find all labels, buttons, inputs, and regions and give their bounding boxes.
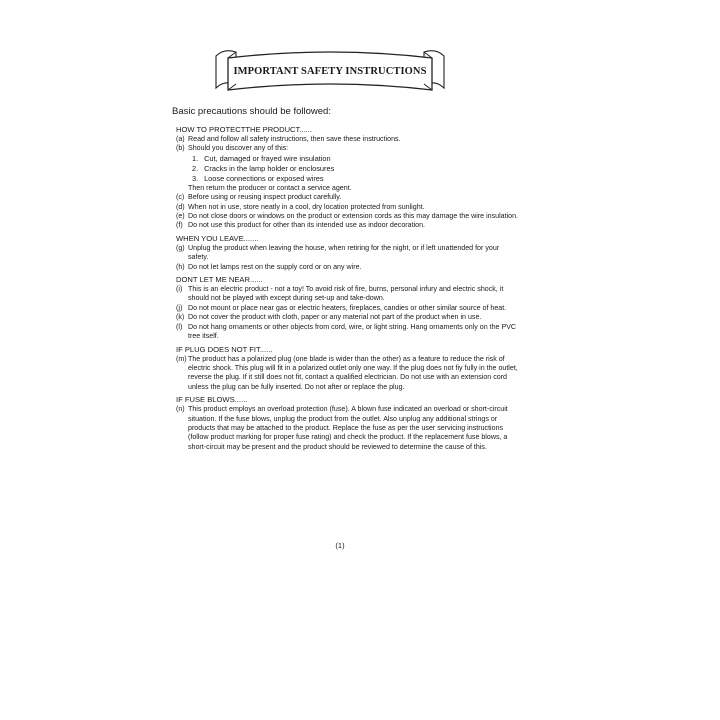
item-marker: (k) xyxy=(176,313,185,322)
sub-item-number: 2. xyxy=(192,163,199,173)
list-item xyxy=(176,135,520,144)
section-heading: DONT LET ME NEAR...... xyxy=(176,275,263,285)
document-body xyxy=(172,106,520,455)
item-text: Do not cover the product with cloth, paper or any material not part of the product when in use. xyxy=(188,313,482,322)
item-text: Unplug the product when leaving the house, when retiring for the night, or if left unattended for your safety. xyxy=(188,243,500,262)
list-item xyxy=(176,304,520,313)
list-item xyxy=(176,193,520,202)
item-marker: (g) xyxy=(176,243,185,252)
section-when-you-leave xyxy=(172,234,520,272)
tail-text: Then return the producer or contact a service agent. xyxy=(188,183,352,192)
item-text: The product has a polarized plug (one blade is wider than the other) as a feature to reduce the risk of electric shock. This plug will fit in a polarized outlet only one way. If the plug does not fiy fully in the outlet, reverse the plug. If it still does not fit, contact a qualified electrician. Do not use with an extension cord unless the plug can be fully inserted. Do not after or replace the plug. xyxy=(188,354,518,391)
item-text: Do not let lamps rest on the supply cord or on any wire. xyxy=(188,262,362,271)
list-item xyxy=(176,405,520,452)
item-marker: (m) xyxy=(176,354,187,363)
item-text: Do not mount or place near gas or electric heaters, fireplaces, candies or other similar source of heat. xyxy=(188,303,507,312)
list-item xyxy=(176,313,520,322)
section-heading: HOW TO PROTECTTHE PRODUCT...... xyxy=(176,125,312,134)
item-text: When not in use, store neatly in a cool, dry location protected from sunlight. xyxy=(188,202,425,211)
item-text: Do not close doors or windows on the product or extension cords as this may damage the wire insulation. xyxy=(188,212,519,221)
item-text: Do not use this product for other than its intended use as indoor decoration. xyxy=(188,221,425,230)
item-marker: (e) xyxy=(176,212,185,221)
list-item xyxy=(176,221,520,230)
sub-item xyxy=(192,154,520,164)
sub-item-text: Cracks in the lamp holder or enclosures xyxy=(204,163,335,173)
item-text: This product employs an overload protection (fuse). A blown fuse indicated an overload or short-circuit situation. If the fuse blows, unplug the product from the outlet. Also unplug any additional strings or products that may be attached to the product. Replace the fuse as per the user servicing instructions (follow product marking for proper fuse rating) and check the product. If the replacement fuse blows, a short-circuit may be present and the product should be reviewed to determine the cause of this. xyxy=(188,405,508,451)
sub-item xyxy=(192,164,520,174)
item-text: Do not hang ornaments or other objects from cord, wire, or light string. Hang ornaments only on the PVC tree itself. xyxy=(188,322,517,341)
item-marker: (c) xyxy=(176,193,185,202)
section-heading: IF PLUG DOES NOT FIT...... xyxy=(176,344,273,354)
list-item xyxy=(176,323,520,342)
item-marker: (j) xyxy=(176,303,183,312)
section-protect xyxy=(172,125,520,231)
item-marker: (h) xyxy=(176,262,185,271)
list-item xyxy=(176,144,520,153)
section-heading: IF FUSE BLOWS...... xyxy=(176,395,248,405)
item-text: Read and follow all safety instructions, then save these instructions. xyxy=(188,135,401,143)
item-marker: (n) xyxy=(176,405,185,414)
title-banner xyxy=(214,44,446,96)
list-item xyxy=(176,285,520,304)
section-dont-let-me-near xyxy=(172,275,520,341)
banner-title: IMPORTANT SAFETY INSTRUCTIONS xyxy=(233,66,427,77)
list-item xyxy=(176,355,520,393)
list-item xyxy=(176,212,520,221)
section-heading: WHEN YOU LEAVE....... xyxy=(176,233,259,243)
item-marker: (d) xyxy=(176,202,185,211)
item-marker: (b) xyxy=(176,144,185,153)
item-marker: (i) xyxy=(176,285,183,294)
sub-item-number: 3. xyxy=(192,173,199,183)
page-number: (1) xyxy=(335,541,345,550)
list-item xyxy=(176,203,520,212)
intro-text: Basic precautions should be followed: xyxy=(172,106,331,117)
section-plug-does-not-fit xyxy=(172,345,520,393)
sub-item-text: Loose connections or exposed wires xyxy=(204,173,324,183)
sub-item-number: 1. xyxy=(192,153,199,163)
list-item xyxy=(176,244,520,263)
item-marker: (f) xyxy=(176,221,183,230)
item-text: Before using or reusing inspect product carefully. xyxy=(188,193,342,202)
list-item xyxy=(176,263,520,272)
item-marker: (a) xyxy=(176,135,185,143)
item-text: Should you discover any of this: xyxy=(188,144,289,153)
item-marker: (l) xyxy=(176,322,183,331)
section-fuse-blows xyxy=(172,395,520,452)
sub-item xyxy=(192,174,520,184)
sub-item-text: Cut, damaged or frayed wire insulation xyxy=(204,153,331,163)
item-text: This is an electric product - not a toy! To avoid risk of fire, burns, personal infury and electric shock, it should not be played with except during set-up and take-down. xyxy=(188,285,504,303)
